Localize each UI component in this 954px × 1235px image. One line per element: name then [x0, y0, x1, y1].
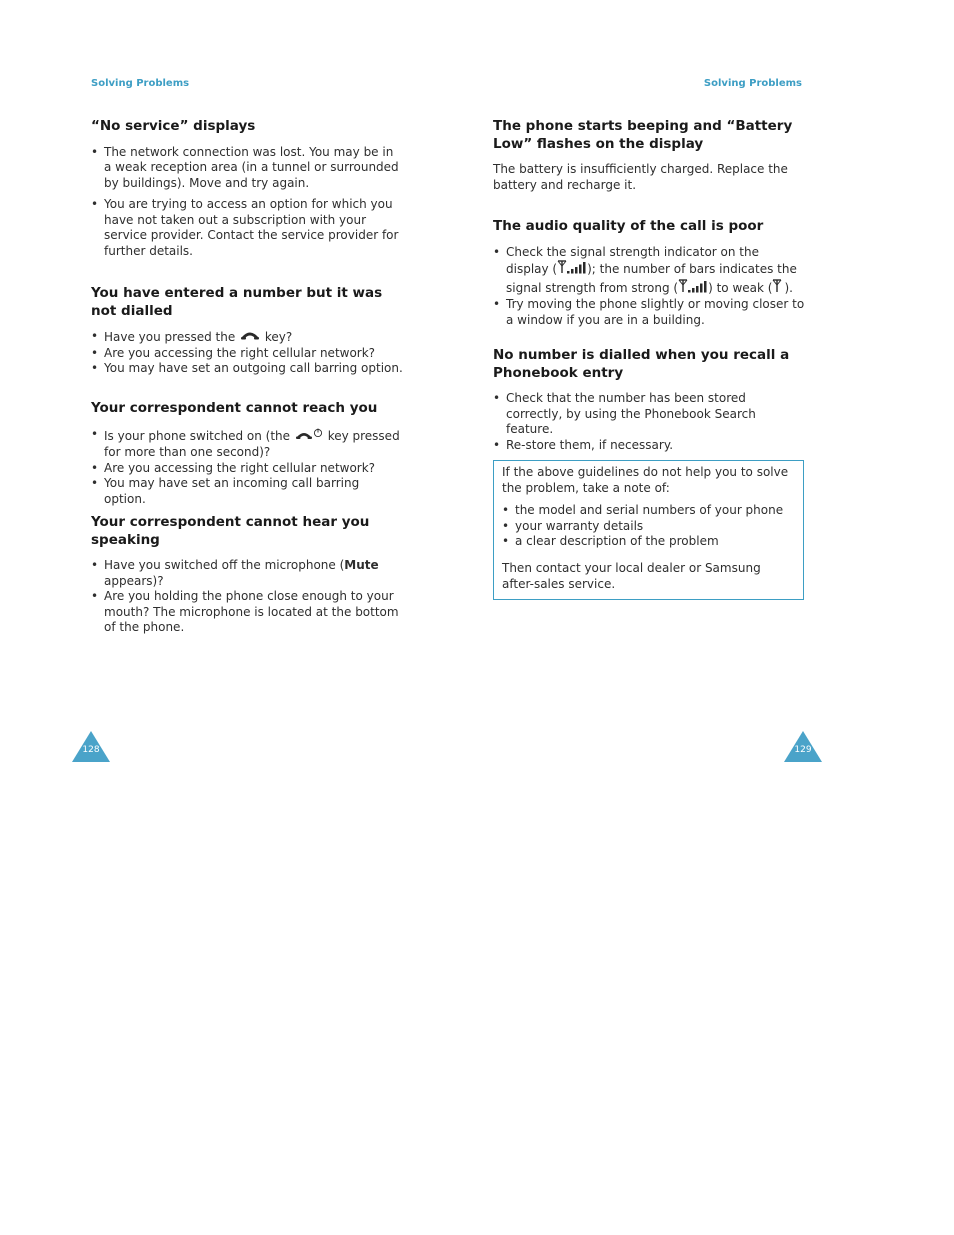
- bullet-list: [493, 391, 805, 453]
- list-item: • Are you holding the phone close enough to your mouth? The microphone is located at the bottom of the phone.: [91, 589, 403, 636]
- section-heading: Your correspondent cannot hear you speaking: [91, 514, 370, 548]
- section-heading: Your correspondent cannot reach you: [91, 400, 378, 416]
- list-item: • Are you accessing the right cellular network?: [91, 346, 403, 362]
- list-item: [493, 245, 805, 298]
- page-number: 128: [82, 745, 100, 755]
- section-cannot-reach: [91, 400, 403, 507]
- section-number-not-dialled: [91, 285, 403, 377]
- mute-keyword: Mute: [344, 558, 379, 572]
- page-number-marker: [72, 731, 112, 763]
- section-no-service: [91, 118, 403, 266]
- item-text: key?: [264, 329, 293, 344]
- list-item: [91, 329, 403, 346]
- note-intro: If the above guidelines do not help you to solve the problem, take a note of:: [502, 465, 789, 495]
- list-item: • Re-store them, if necessary.: [493, 438, 805, 454]
- list-item: • Try moving the phone slightly or moving closer to a window if you are in a building.: [493, 297, 805, 328]
- section-audio-quality: [493, 218, 805, 328]
- end-power-key-icon: [294, 427, 324, 446]
- list-item: • Are you accessing the right cellular network?: [91, 461, 403, 477]
- list-item: [91, 427, 403, 461]
- bullet-list: [91, 427, 403, 508]
- page-number-marker: [784, 731, 824, 763]
- note-list: [502, 503, 795, 550]
- section-cannot-hear: [91, 514, 403, 636]
- signal-strength-full-icon: [678, 279, 708, 298]
- list-item: • You may have set an outgoing call barring option.: [91, 361, 403, 377]
- section-heading: The audio quality of the call is poor: [493, 218, 764, 234]
- send-key-icon: [239, 329, 261, 346]
- bullet-list: [493, 245, 805, 329]
- section-no-number-dialled: [493, 347, 805, 453]
- list-item: • You may have set an incoming call barring option.: [91, 476, 403, 507]
- section-body: The battery is insufficiently charged. Replace the battery and recharge it.: [493, 162, 788, 192]
- item-text: appears)?: [104, 573, 164, 588]
- item-text: Have you pressed the: [104, 329, 236, 344]
- left-page: [82, 0, 403, 800]
- section-heading: You have entered a number but it was not dialled: [91, 285, 383, 319]
- section-heading: “No service” displays: [91, 118, 256, 134]
- item-text: Have you switched off the microphone (: [104, 558, 345, 572]
- running-head: Solving Problems: [91, 78, 190, 89]
- bullet-list: [91, 558, 403, 636]
- item-text: ) to weak (: [708, 280, 773, 295]
- section-heading: No number is dialled when you recall a Phonebook entry: [493, 347, 790, 381]
- list-item: • the model and serial numbers of your phone: [502, 503, 795, 519]
- page-number: 129: [794, 745, 812, 755]
- bullet-list: [91, 329, 403, 377]
- item-text: Is your phone switched on (the: [104, 428, 291, 443]
- note-box: [493, 460, 804, 600]
- list-item: • The network connection was lost. You may be in a weak reception area (in a tunnel or surrounded by buildings). Move and try again.: [91, 145, 403, 192]
- signal-strength-full-icon: [557, 260, 587, 279]
- item-text: Check the signal strength indicator on the display (: [506, 244, 759, 276]
- signal-strength-weak-icon: [772, 279, 784, 298]
- note-closing: Then contact your local dealer or Samsung after-sales service.: [502, 560, 761, 591]
- list-item: • your warranty details: [502, 519, 795, 535]
- item-text: ).: [784, 280, 793, 295]
- list-item: • a clear description of the problem: [502, 534, 795, 550]
- running-head: Solving Problems: [703, 78, 802, 89]
- list-item: • You are trying to access an option for which you have not taken out a subscription with your service provider. Contact the service provider for further details.: [91, 197, 403, 259]
- item-text: ); the number of bars indicates the signal strength from strong (: [506, 261, 797, 295]
- right-page: [493, 0, 812, 800]
- bullet-list: [91, 145, 403, 260]
- list-item: • Check that the number has been stored correctly, by using the Phonebook Search feature.: [493, 391, 805, 438]
- list-item: [91, 558, 403, 589]
- item-text: key pressed for more than one second)?: [104, 428, 400, 460]
- section-heading: The phone starts beeping and “Battery Low” flashes on the display: [493, 118, 793, 152]
- section-battery-low: [493, 118, 805, 193]
